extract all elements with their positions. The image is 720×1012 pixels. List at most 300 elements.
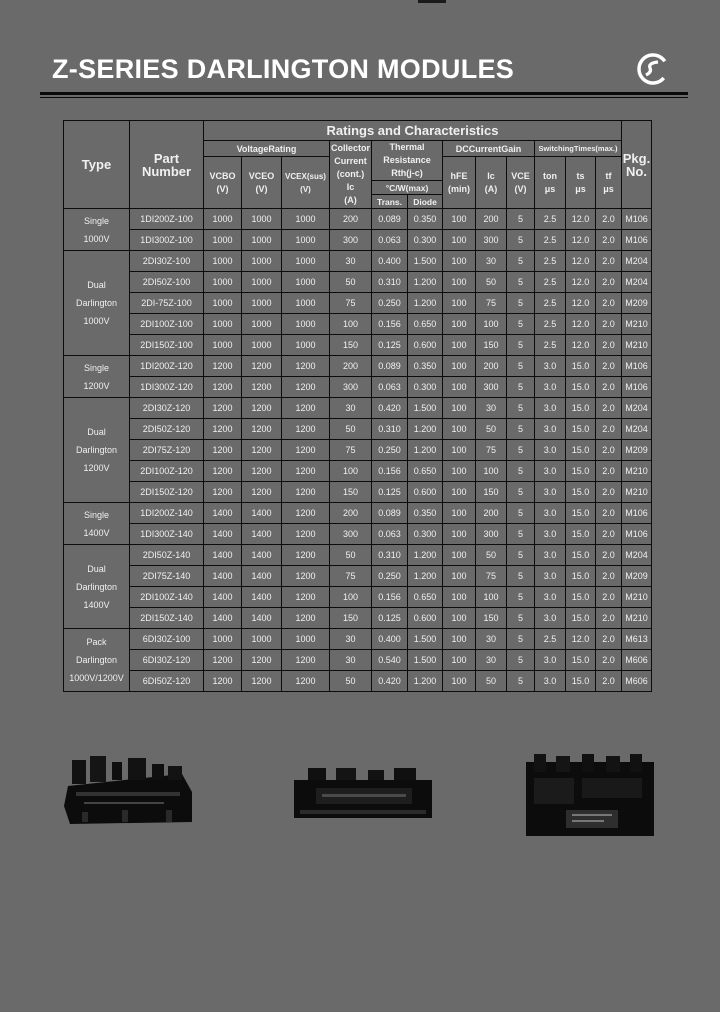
table-row (64, 524, 652, 545)
value-cell: 15.0 (566, 461, 596, 482)
value-cell: 300 (330, 524, 372, 545)
table-row (64, 314, 652, 335)
part-number-cell: 1DI300Z-120 (130, 377, 204, 398)
collector-current-label: Collector Current (cont.) (330, 143, 370, 179)
module-photo-dual (62, 752, 194, 828)
value-cell: 300 (330, 377, 372, 398)
value-cell: 2.5 (535, 293, 566, 314)
type-label-line: Dual (87, 563, 106, 574)
part-number-cell: 2DI150Z-120 (130, 482, 204, 503)
value-cell: 2.5 (535, 272, 566, 293)
value-cell: 3.0 (535, 461, 566, 482)
value-cell: 12.0 (566, 293, 596, 314)
value-cell: 100 (443, 671, 476, 692)
value-cell: 300 (476, 230, 507, 251)
value-cell: 1200 (282, 461, 330, 482)
value-cell: 2.5 (535, 335, 566, 356)
part-number-cell: 2DI100Z-140 (130, 587, 204, 608)
part-number-cell: 1DI200Z-120 (130, 356, 204, 377)
type-label-line: Single (83, 362, 110, 373)
value-cell: 15.0 (566, 482, 596, 503)
part-number-cell: 2DI150Z-140 (130, 608, 204, 629)
value-cell: 1200 (282, 608, 330, 629)
value-cell: 5 (507, 230, 535, 251)
value-cell: 0.156 (372, 314, 408, 335)
value-cell: 5 (507, 482, 535, 503)
table-row (64, 566, 652, 587)
value-cell: 1200 (282, 398, 330, 419)
trans-header: Trans. (372, 195, 408, 209)
value-cell: 1200 (282, 566, 330, 587)
value-cell: 2.0 (596, 440, 622, 461)
value-cell: 0.310 (372, 272, 408, 293)
part-number-cell: 2DI50Z-140 (130, 545, 204, 566)
table-row (64, 335, 652, 356)
value-cell: 100 (443, 440, 476, 461)
value-cell: 5 (507, 272, 535, 293)
value-cell: 100 (443, 650, 476, 671)
value-cell: 3.0 (535, 482, 566, 503)
value-cell: 1200 (242, 440, 282, 461)
value-cell: 3.0 (535, 503, 566, 524)
value-cell: 200 (476, 503, 507, 524)
value-cell: 1200 (204, 650, 242, 671)
value-cell: 15.0 (566, 419, 596, 440)
tf-unit: μs (603, 183, 614, 194)
part-number-cell: 2DI50Z-120 (130, 419, 204, 440)
value-cell: 200 (330, 209, 372, 230)
type-label-line: Dual (87, 427, 106, 437)
value-cell: 1200 (282, 503, 330, 524)
value-cell: 1.200 (408, 272, 443, 293)
value-cell: 50 (330, 419, 372, 440)
table-row (64, 209, 652, 230)
value-cell: 3.0 (535, 566, 566, 587)
package-header: Pkg. No. (622, 121, 652, 209)
type-label-line: 1000V (83, 316, 110, 326)
value-cell: 2.0 (596, 587, 622, 608)
value-cell: 100 (443, 629, 476, 650)
ic-gain-header (476, 157, 507, 209)
value-cell: 1000 (204, 293, 242, 314)
value-cell: 1.200 (408, 293, 443, 314)
value-cell: 1400 (204, 587, 242, 608)
table-row (64, 545, 652, 566)
table-row (64, 650, 652, 671)
table-row (64, 419, 652, 440)
value-cell: 1000 (282, 629, 330, 650)
module-photo-pack (522, 752, 658, 840)
value-cell: 2.5 (535, 629, 566, 650)
table-row (64, 398, 652, 419)
rth-symbol: Rth(j-c) (391, 168, 423, 178)
value-cell: 15.0 (566, 566, 596, 587)
table-row (64, 608, 652, 629)
value-cell: 1000 (242, 629, 282, 650)
part-number-cell: 2DI100Z-100 (130, 314, 204, 335)
vcbo-symbol: VCBO (209, 170, 236, 181)
value-cell: 1400 (204, 503, 242, 524)
value-cell: 0.400 (372, 629, 408, 650)
value-cell: 5 (507, 398, 535, 419)
value-cell: 1200 (282, 356, 330, 377)
value-cell: 5 (507, 566, 535, 587)
value-cell: 1200 (282, 419, 330, 440)
value-cell: 0.125 (372, 482, 408, 503)
value-cell: 0.600 (408, 608, 443, 629)
value-cell: 100 (443, 314, 476, 335)
value-cell: 75 (476, 293, 507, 314)
value-cell: 50 (476, 419, 507, 440)
value-cell: 2.0 (596, 209, 622, 230)
value-cell: 3.0 (535, 419, 566, 440)
value-cell: 50 (476, 545, 507, 566)
type-cell (64, 629, 130, 692)
value-cell: 15.0 (566, 356, 596, 377)
package-cell: M210 (622, 482, 652, 503)
package-cell: M210 (622, 314, 652, 335)
type-label-line: Darlington (75, 298, 118, 308)
value-cell: 1200 (204, 377, 242, 398)
value-cell: 1000 (282, 230, 330, 251)
part-number-cell: 2DI50Z-100 (130, 272, 204, 293)
value-cell: 100 (443, 209, 476, 230)
value-cell: 1000 (204, 251, 242, 272)
value-cell: 50 (476, 272, 507, 293)
value-cell: 0.250 (372, 440, 408, 461)
value-cell: 1200 (204, 398, 242, 419)
value-cell: 300 (476, 524, 507, 545)
value-cell: 1400 (242, 524, 282, 545)
value-cell: 3.0 (535, 398, 566, 419)
value-cell: 2.0 (596, 293, 622, 314)
package-cell: M106 (622, 230, 652, 251)
vce-header (507, 157, 535, 209)
value-cell: 15.0 (566, 377, 596, 398)
value-cell: 0.089 (372, 356, 408, 377)
value-cell: 1200 (282, 671, 330, 692)
value-cell: 1000 (204, 272, 242, 293)
value-cell: 1.200 (408, 566, 443, 587)
package-cell: M209 (622, 293, 652, 314)
table-row (64, 356, 652, 377)
value-cell: 75 (330, 440, 372, 461)
value-cell: 150 (476, 335, 507, 356)
value-cell: 12.0 (566, 629, 596, 650)
value-cell: 15.0 (566, 587, 596, 608)
value-cell: 5 (507, 524, 535, 545)
value-cell: 100 (443, 587, 476, 608)
value-cell: 1000 (242, 251, 282, 272)
package-cell: M204 (622, 419, 652, 440)
value-cell: 75 (330, 293, 372, 314)
value-cell: 1000 (204, 335, 242, 356)
vcbo-unit: (V) (216, 183, 229, 194)
ratings-table (63, 120, 652, 692)
value-cell: 50 (330, 671, 372, 692)
part-number-cell: 2DI150Z-100 (130, 335, 204, 356)
scan-mark (418, 0, 446, 3)
value-cell: 100 (443, 230, 476, 251)
value-cell: 1200 (204, 419, 242, 440)
table-row (64, 440, 652, 461)
value-cell: 5 (507, 545, 535, 566)
value-cell: 1200 (242, 650, 282, 671)
ts-unit: μs (575, 183, 586, 194)
table-row (64, 293, 652, 314)
value-cell: 15.0 (566, 650, 596, 671)
value-cell: 100 (443, 398, 476, 419)
value-cell: 1400 (242, 587, 282, 608)
value-cell: 1000 (204, 230, 242, 251)
package-cell: M204 (622, 251, 652, 272)
value-cell: 0.156 (372, 587, 408, 608)
value-cell: 1000 (242, 230, 282, 251)
value-cell: 15.0 (566, 671, 596, 692)
table-row (64, 503, 652, 524)
package-cell: M210 (622, 608, 652, 629)
value-cell: 1.500 (408, 629, 443, 650)
value-cell: 1200 (204, 356, 242, 377)
value-cell: 2.5 (535, 209, 566, 230)
value-cell: 3.0 (535, 608, 566, 629)
value-cell: 5 (507, 461, 535, 482)
value-cell: 1.200 (408, 440, 443, 461)
value-cell: 2.0 (596, 230, 622, 251)
value-cell: 1200 (242, 419, 282, 440)
type-header: Type (64, 121, 130, 209)
table-row (64, 377, 652, 398)
value-cell: 100 (443, 461, 476, 482)
value-cell: 100 (443, 419, 476, 440)
value-cell: 0.300 (408, 524, 443, 545)
value-cell: 100 (330, 314, 372, 335)
value-cell: 30 (330, 251, 372, 272)
value-cell: 0.420 (372, 398, 408, 419)
value-cell: 0.089 (372, 503, 408, 524)
value-cell: 2.5 (535, 314, 566, 335)
type-label-line: Pack (86, 637, 107, 647)
package-cell: M606 (622, 650, 652, 671)
value-cell: 15.0 (566, 503, 596, 524)
value-cell: 100 (476, 314, 507, 335)
ton-symbol: ton (543, 170, 557, 181)
value-cell: 0.063 (372, 230, 408, 251)
value-cell: 1000 (242, 272, 282, 293)
value-cell: 0.350 (408, 356, 443, 377)
value-cell: 1200 (204, 461, 242, 482)
value-cell: 1.500 (408, 398, 443, 419)
value-cell: 200 (330, 503, 372, 524)
value-cell: 12.0 (566, 272, 596, 293)
value-cell: 1400 (242, 503, 282, 524)
diode-header: Diode (408, 195, 443, 209)
value-cell: 30 (330, 650, 372, 671)
type-cell (64, 503, 130, 545)
value-cell: 0.350 (408, 503, 443, 524)
value-cell: 2.0 (596, 398, 622, 419)
value-cell: 2.0 (596, 629, 622, 650)
value-cell: 15.0 (566, 608, 596, 629)
type-label-line: 1400V (83, 599, 110, 610)
value-cell: 75 (476, 566, 507, 587)
part-number-cell: 1DI200Z-140 (130, 503, 204, 524)
value-cell: 5 (507, 314, 535, 335)
type-label-line: Single (83, 215, 110, 226)
value-cell: 5 (507, 608, 535, 629)
collector-current-header (330, 141, 372, 209)
table-row (64, 272, 652, 293)
value-cell: 1200 (282, 545, 330, 566)
package-cell: M106 (622, 209, 652, 230)
value-cell: 5 (507, 335, 535, 356)
value-cell: 5 (507, 209, 535, 230)
value-cell: 0.420 (372, 671, 408, 692)
value-cell: 1200 (242, 671, 282, 692)
value-cell: 100 (443, 335, 476, 356)
value-cell: 30 (476, 398, 507, 419)
ic-unit: (A) (344, 195, 357, 205)
value-cell: 1000 (204, 629, 242, 650)
vceo-unit: (V) (255, 183, 268, 194)
value-cell: 12.0 (566, 230, 596, 251)
value-cell: 1.200 (408, 671, 443, 692)
package-cell: M204 (622, 545, 652, 566)
value-cell: 15.0 (566, 524, 596, 545)
type-label-line: Single (83, 509, 110, 520)
package-cell: M210 (622, 461, 652, 482)
value-cell: 2.5 (535, 251, 566, 272)
ts-header (566, 157, 596, 209)
value-cell: 0.650 (408, 461, 443, 482)
type-cell (64, 545, 130, 629)
value-cell: 100 (330, 461, 372, 482)
value-cell: 1000 (242, 335, 282, 356)
thermal-resistance-header (372, 141, 443, 181)
value-cell: 30 (330, 629, 372, 650)
package-cell: M613 (622, 629, 652, 650)
value-cell: 2.0 (596, 545, 622, 566)
value-cell: 1200 (242, 398, 282, 419)
value-cell: 1200 (282, 650, 330, 671)
switching-times-header: SwitchingTimes(max.) (535, 141, 622, 157)
part-number-cell: 2DI75Z-140 (130, 566, 204, 587)
value-cell: 2.0 (596, 419, 622, 440)
value-cell: 5 (507, 356, 535, 377)
package-cell: M209 (622, 440, 652, 461)
value-cell: 1200 (242, 482, 282, 503)
vce-unit: (V) (514, 183, 527, 194)
value-cell: 12.0 (566, 251, 596, 272)
value-cell: 1200 (242, 377, 282, 398)
value-cell: 0.125 (372, 335, 408, 356)
value-cell: 0.600 (408, 335, 443, 356)
value-cell: 0.250 (372, 566, 408, 587)
value-cell: 0.650 (408, 314, 443, 335)
value-cell: 1000 (242, 293, 282, 314)
value-cell: 5 (507, 503, 535, 524)
value-cell: 1200 (282, 377, 330, 398)
value-cell: 3.0 (535, 545, 566, 566)
voltage-rating-header: VoltageRating (204, 141, 330, 157)
value-cell: 150 (330, 335, 372, 356)
type-label-line: 1200V (83, 463, 110, 473)
value-cell: 100 (443, 545, 476, 566)
value-cell: 0.310 (372, 545, 408, 566)
value-cell: 0.156 (372, 461, 408, 482)
value-cell: 100 (443, 272, 476, 293)
type-label-line: Darlington (75, 445, 118, 455)
value-cell: 0.300 (408, 377, 443, 398)
type-label-line: Darlington (75, 581, 118, 592)
value-cell: 75 (330, 566, 372, 587)
vcbo-header (204, 157, 242, 209)
value-cell: 3.0 (535, 524, 566, 545)
value-cell: 100 (443, 524, 476, 545)
value-cell: 100 (443, 251, 476, 272)
package-cell: M204 (622, 272, 652, 293)
value-cell: 150 (476, 608, 507, 629)
value-cell: 1000 (282, 314, 330, 335)
value-cell: 2.0 (596, 566, 622, 587)
ic-symbol: Ic (346, 182, 355, 192)
part-number-cell: 2DI30Z-120 (130, 398, 204, 419)
value-cell: 0.063 (372, 524, 408, 545)
value-cell: 0.540 (372, 650, 408, 671)
value-cell: 1400 (242, 608, 282, 629)
value-cell: 1.500 (408, 251, 443, 272)
value-cell: 100 (443, 293, 476, 314)
type-label-line: 1400V (83, 527, 110, 538)
title-rule-thin (40, 97, 688, 98)
value-cell: 1000 (282, 272, 330, 293)
table-row (64, 671, 652, 692)
value-cell: 2.0 (596, 650, 622, 671)
value-cell: 1200 (282, 440, 330, 461)
package-cell: M106 (622, 524, 652, 545)
package-cell: M606 (622, 671, 652, 692)
value-cell: 1000 (282, 251, 330, 272)
ratings-table-body (64, 209, 652, 692)
value-cell: 2.0 (596, 272, 622, 293)
part-number-cell: 2DI30Z-100 (130, 251, 204, 272)
value-cell: 1200 (242, 461, 282, 482)
vcex-header (282, 157, 330, 209)
part-number-cell: 6DI30Z-120 (130, 650, 204, 671)
value-cell: 0.063 (372, 377, 408, 398)
value-cell: 100 (443, 608, 476, 629)
title-rule (40, 92, 688, 95)
value-cell: 5 (507, 440, 535, 461)
value-cell: 2.0 (596, 461, 622, 482)
value-cell: 12.0 (566, 335, 596, 356)
part-number-cell: 2DI-75Z-100 (130, 293, 204, 314)
value-cell: 50 (330, 545, 372, 566)
value-cell: 3.0 (535, 440, 566, 461)
package-cell: M210 (622, 335, 652, 356)
part-number-header: Part Number (130, 121, 204, 209)
value-cell: 100 (476, 461, 507, 482)
ratings-header: Ratings and Characteristics (204, 121, 622, 141)
value-cell: 5 (507, 293, 535, 314)
hfe-header (443, 157, 476, 209)
part-number-cell: 1DI200Z-100 (130, 209, 204, 230)
type-cell (64, 398, 130, 503)
value-cell: 1400 (242, 545, 282, 566)
value-cell: 12.0 (566, 209, 596, 230)
value-cell: 15.0 (566, 398, 596, 419)
tf-symbol: tf (605, 170, 612, 181)
